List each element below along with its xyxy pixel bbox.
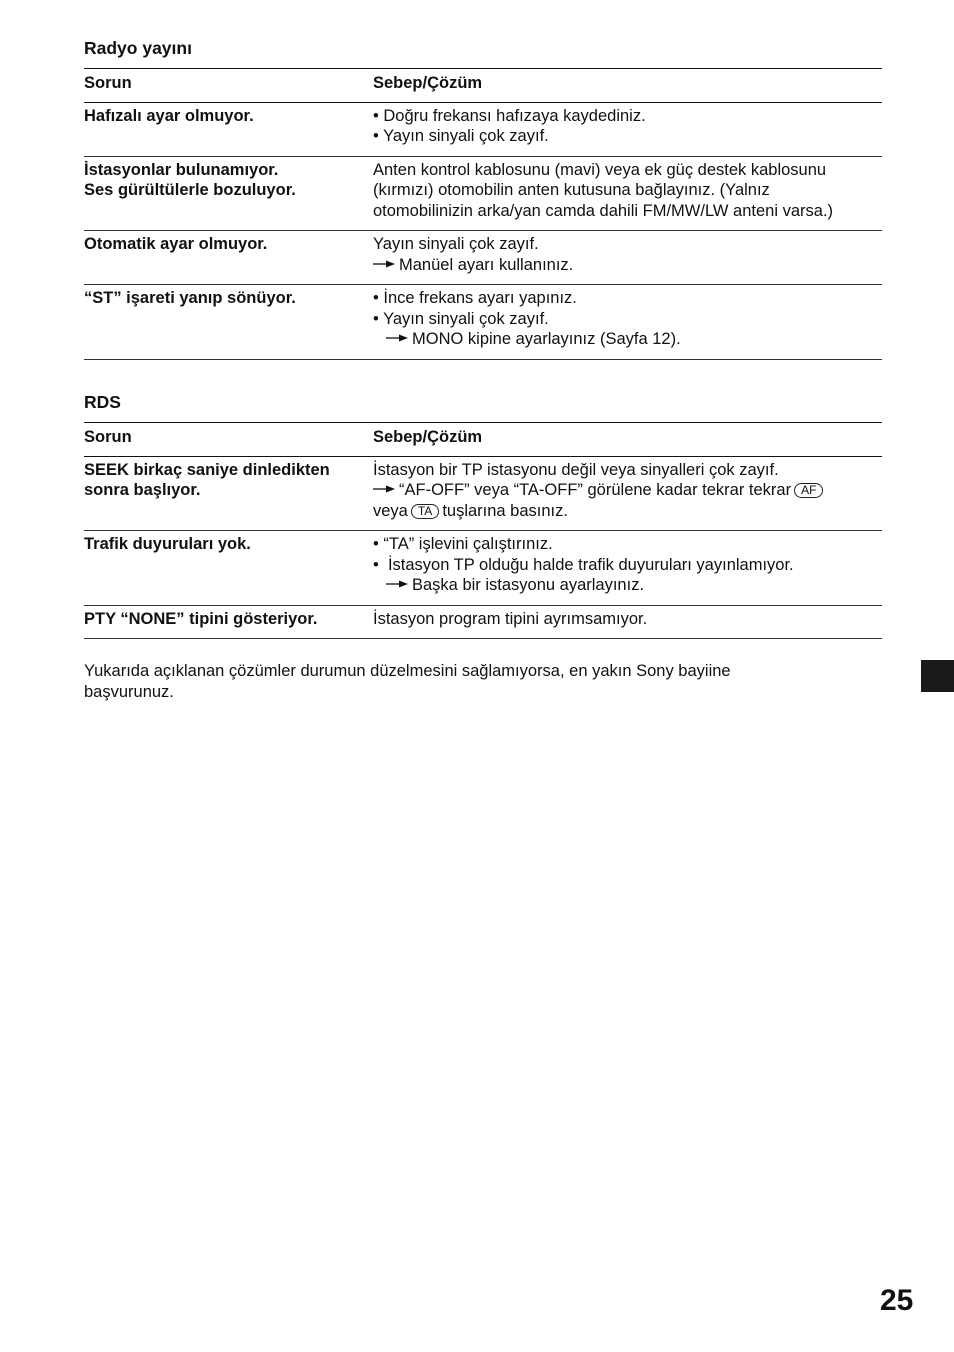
column-header-problem: Sorun xyxy=(84,423,373,457)
solution-line: • Yayın sinyali çok zayıf. xyxy=(373,309,549,328)
rds-troubleshooting-table xyxy=(84,422,882,639)
radio-section-title: Radyo yayını xyxy=(84,38,192,58)
radio-troubleshooting-table xyxy=(84,68,882,360)
footer-note xyxy=(84,661,884,702)
rds-section-title: RDS xyxy=(84,392,121,412)
radio-section xyxy=(84,38,882,360)
table-header-row xyxy=(84,69,882,103)
solution-cell xyxy=(373,456,882,531)
table-header-row xyxy=(84,423,882,457)
problem-cell: “ST” işareti yanıp sönüyor. xyxy=(84,285,373,360)
solution-text: veya xyxy=(373,501,408,520)
solution-arrow-text: Manüel ayarı kullanınız. xyxy=(399,255,574,274)
column-header-solution: Sebep/Çözüm xyxy=(373,423,882,457)
table-row xyxy=(84,285,882,360)
problem-cell: Trafik duyuruları yok. xyxy=(84,531,373,606)
problem-line: İstasyonlar bulunamıyor. xyxy=(84,160,279,179)
problem-line: Ses gürültülerle bozuluyor. xyxy=(84,181,296,199)
ta-key-symbol: TA xyxy=(411,504,439,519)
problem-cell xyxy=(84,456,373,531)
solution-arrow-text: Başka bir istasyonu ayarlayınız. xyxy=(412,576,645,594)
table-row xyxy=(84,531,882,606)
table-row xyxy=(84,456,882,531)
rds-section xyxy=(84,392,882,639)
solution-line: • Doğru frekansı hafızaya kaydediniz. xyxy=(373,106,646,125)
column-header-problem: Sorun xyxy=(84,69,373,103)
solution-arrow-line xyxy=(373,480,882,501)
solution-cell xyxy=(373,156,882,231)
column-header-solution: Sebep/Çözüm xyxy=(373,69,882,103)
table-row xyxy=(84,605,882,639)
solution-cell xyxy=(373,605,882,639)
solution-line: İstasyon program tipini ayrımsamıyor. xyxy=(373,609,648,628)
problem-cell: Otomatik ayar olmuyor. xyxy=(84,231,373,285)
solution-line: İstasyon bir TP istasyonu değil veya sinyalleri çok zayıf. xyxy=(373,460,779,479)
arrow-right-icon xyxy=(386,333,408,343)
solution-cell xyxy=(373,531,882,606)
solution-line: • İnce frekans ayarı yapınız. xyxy=(373,289,577,307)
solution-arrow-text: “AF-OFF” veya “TA-OFF” görülene kadar tekrar tekrar xyxy=(399,481,792,499)
table-row xyxy=(84,231,882,285)
solution-line: otomobilinizin arka/yan camda dahili FM/MW/LW anteni varsa.) xyxy=(373,201,834,220)
solution-line: Yayın sinyali çok zayıf. xyxy=(373,235,539,253)
footer-line: Yukarıda açıklanan çözümler durumun düzelmesini sağlamıyorsa, en yakın Sony bayiine xyxy=(84,662,731,680)
arrow-right-icon xyxy=(386,579,408,589)
solution-cell xyxy=(373,231,882,285)
solution-line: (kırmızı) otomobilin anten kutusuna bağlayınız. (Yalnız xyxy=(373,181,770,199)
solution-arrow-text: MONO kipine ayarlayınız (Sayfa 12). xyxy=(412,330,681,348)
problem-cell: Hafızalı ayar olmuyor. xyxy=(84,102,373,156)
section-tab-marker xyxy=(921,660,954,692)
arrow-right-icon xyxy=(373,484,395,494)
problem-line: sonra başlıyor. xyxy=(84,481,201,499)
table-row xyxy=(84,156,882,231)
page-number: 25 xyxy=(880,1284,914,1317)
solution-cell xyxy=(373,102,882,156)
table-row xyxy=(84,102,882,156)
problem-cell xyxy=(84,156,373,231)
solution-line: • İstasyon TP olduğu halde trafik duyuruları yayınlamıyor. xyxy=(373,555,794,574)
solution-arrow-line xyxy=(373,575,882,596)
footer-line: başvurunuz. xyxy=(84,682,174,701)
solution-line: • “TA” işlevini çalıştırınız. xyxy=(373,535,553,553)
problem-cell: PTY “NONE” tipini gösteriyor. xyxy=(84,605,373,639)
solution-line: • Yayın sinyali çok zayıf. xyxy=(373,127,549,145)
af-key-symbol: AF xyxy=(794,483,823,498)
solution-arrow-line xyxy=(373,255,882,276)
solution-line xyxy=(373,501,882,522)
solution-cell xyxy=(373,285,882,360)
problem-line: SEEK birkaç saniye dinledikten xyxy=(84,460,330,479)
solution-arrow-line xyxy=(373,329,882,350)
solution-text: tuşlarına basınız. xyxy=(442,501,568,520)
arrow-right-icon xyxy=(373,259,395,269)
solution-line: Anten kontrol kablosunu (mavi) veya ek güç destek kablosunu xyxy=(373,160,827,179)
